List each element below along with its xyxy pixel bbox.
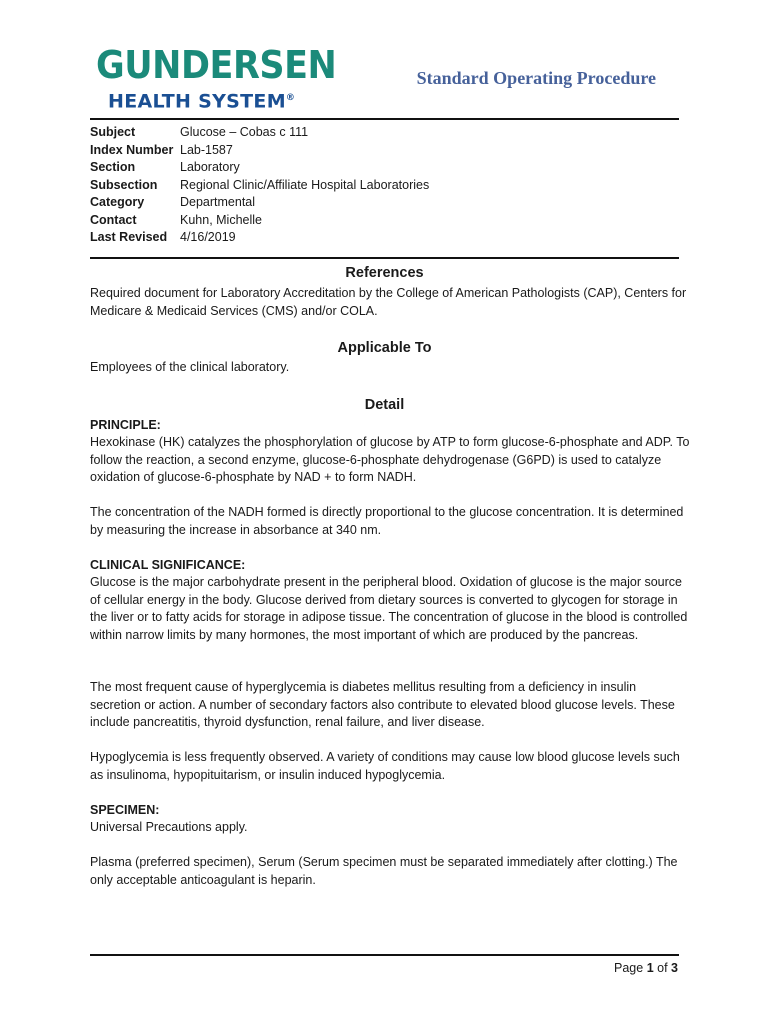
meta-row-last-revised xyxy=(90,229,429,247)
header-divider xyxy=(90,118,679,120)
specimen-paragraph-1: Universal Precautions apply. xyxy=(90,820,248,834)
meta-value: Departmental xyxy=(180,195,256,209)
specimen-paragraph-2: Plasma (preferred specimen), Serum (Serum specimen must be separated immediately after clotting.) The only acceptable anticoagulant is heparin. xyxy=(90,855,678,887)
clinical-paragraph-1: Glucose is the major carbohydrate present in the peripheral blood. Oxidation of glucose is the major source of cellular energy in the body. Glucose derived from dietary sources is converted to glycogen for storage in the liver or to fatty acids for storage in adipose tissue. The concentration of glucose in the blood is controlled within narrow limits by many hormones, the most important of which are produced by the pancreas. xyxy=(90,575,688,642)
gundersen-logo xyxy=(96,44,357,113)
meta-value: Kuhn, Michelle xyxy=(180,212,262,227)
specimen-heading: SPECIMEN: xyxy=(90,803,160,817)
applicable-heading: Applicable To xyxy=(337,340,432,356)
meta-value: Laboratory xyxy=(180,160,240,174)
clinical-significance-heading: CLINICAL SIGNIFICANCE: xyxy=(90,558,246,572)
page-total: 3 xyxy=(671,961,678,975)
meta-row-category xyxy=(90,194,429,212)
principle-paragraph-2: The concentration of the NADH formed is directly proportional to the glucose concentration. It is determined by measuring the increase in absorbance at 340 nm. xyxy=(90,505,684,537)
references-heading: References xyxy=(345,265,424,281)
clinical-paragraph-3: Hypoglycemia is less frequently observed. A variety of conditions may cause low blood glucose levels such as insulinoma, hypopituitarism, or insulin induced hypoglycemia. xyxy=(90,750,680,782)
document-type-title: Standard Operating Procedure xyxy=(416,68,656,88)
meta-row-subsection xyxy=(90,177,429,195)
principle-heading: PRINCIPLE: xyxy=(90,418,161,432)
metadata-divider xyxy=(90,257,679,259)
meta-label: Contact xyxy=(90,212,137,227)
meta-value: Regional Clinic/Affiliate Hospital Laboratories xyxy=(180,177,430,192)
page-current: 1 xyxy=(646,961,654,975)
applicable-text: Employees of the clinical laboratory. xyxy=(90,360,290,374)
of-word: of xyxy=(657,961,668,975)
logo-subtitle-text: HEALTH SYSTEM xyxy=(108,90,286,113)
meta-value: Lab-1587 xyxy=(180,142,233,157)
footer-divider xyxy=(90,954,679,956)
logo-subtitle xyxy=(108,86,357,113)
detail-heading: Detail xyxy=(364,397,405,413)
meta-row-index-number xyxy=(90,142,429,160)
logo-wordmark: GUNDERSEN xyxy=(96,43,337,87)
meta-value: Glucose – Cobas c 111 xyxy=(180,125,309,139)
meta-label: Section xyxy=(90,160,136,174)
references-text: Required document for Laboratory Accreditation by the College of American Pathologists (CAP), Centers for Medicare & Medicaid Services (CMS) and/or COLA. xyxy=(90,286,687,318)
clinical-paragraph-2: The most frequent cause of hyperglycemia is diabetes mellitus resulting from a deficiency in insulin secretion or action. A number of secondary factors also contribute to elevated blood glucose levels. These include pancreatitis, thyroid dysfunction, renal failure, and liver disease. xyxy=(90,680,675,729)
meta-label: Category xyxy=(90,195,145,209)
metadata-table xyxy=(90,124,429,247)
meta-value: 4/16/2019 xyxy=(180,230,236,244)
page-word: Page xyxy=(614,961,644,975)
meta-row-contact xyxy=(90,212,429,230)
page-number xyxy=(614,961,678,975)
meta-label: Last Revised xyxy=(90,230,168,244)
meta-label: Index Number xyxy=(90,142,174,157)
meta-row-subject xyxy=(90,124,429,142)
meta-row-section xyxy=(90,159,429,177)
meta-label: Subsection xyxy=(90,177,158,192)
meta-label: Subject xyxy=(90,125,136,139)
principle-paragraph-1: Hexokinase (HK) catalyzes the phosphorylation of glucose by ATP to form glucose-6-phosphate and ADP. To follow the reaction, a second enzyme, glucose-6-phosphate dehydrogenase (G6PD) is used to catalyze oxidation of glucose-6-phosphate by NAD + to form NADH. xyxy=(90,435,690,484)
registered-mark: ® xyxy=(285,93,296,103)
